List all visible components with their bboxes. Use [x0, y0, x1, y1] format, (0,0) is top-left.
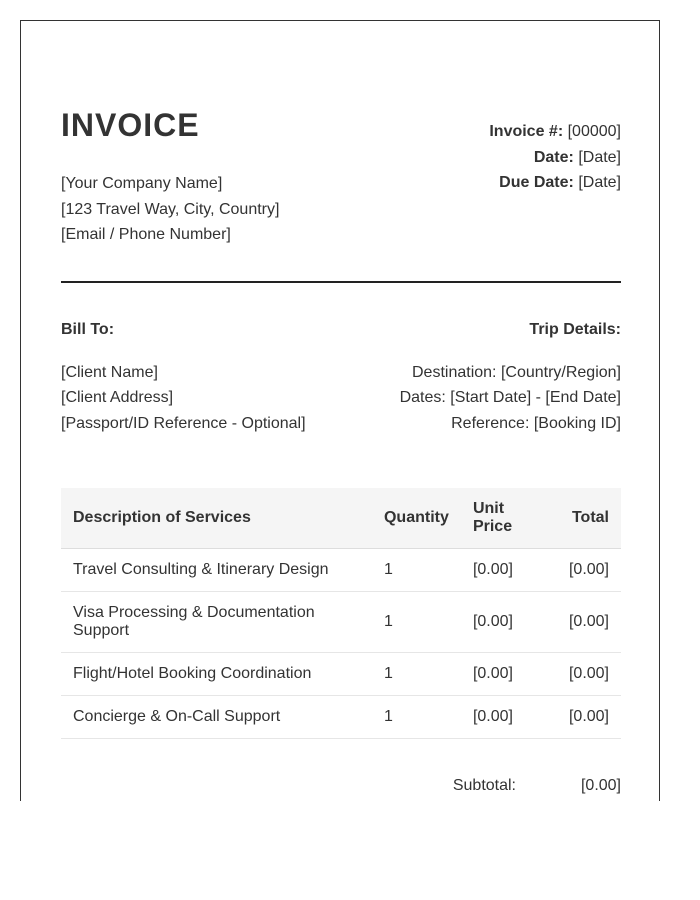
row-quantity: 1: [372, 592, 461, 653]
row-unit-price: [0.00]: [461, 549, 557, 592]
invoice-number-value: [00000]: [567, 123, 621, 140]
row-unit-price: [0.00]: [461, 592, 557, 653]
bill-to-section: [61, 317, 306, 436]
invoice-due-label: Due Date:: [499, 174, 574, 191]
row-quantity: 1: [372, 653, 461, 696]
row-quantity: 1: [372, 549, 461, 592]
services-table: [61, 488, 621, 739]
trip-destination: Destination: [Country/Region]: [412, 363, 621, 381]
invoice-meta: [489, 119, 621, 196]
invoice-page: [20, 20, 660, 801]
header-unit-price: Unit Price: [461, 488, 557, 549]
row-unit-price: [0.00]: [461, 653, 557, 696]
row-total: [0.00]: [557, 592, 621, 653]
invoice-title: INVOICE: [61, 107, 200, 143]
company-info: [61, 171, 279, 248]
bill-to-label: Bill To:: [61, 321, 115, 338]
row-description: Visa Processing & Documentation Support: [61, 592, 372, 653]
header-total: Total: [557, 488, 621, 549]
company-address: [123 Travel Way, City, Country]: [61, 200, 280, 218]
row-description: Flight/Hotel Booking Coordination: [61, 653, 372, 696]
client-passport: [Passport/ID Reference - Optional]: [61, 414, 306, 432]
company-contact: [Email / Phone Number]: [61, 226, 231, 243]
row-total: [0.00]: [557, 653, 621, 696]
trip-details-lines: [400, 360, 621, 437]
row-unit-price: [0.00]: [461, 696, 557, 739]
header-quantity: Quantity: [372, 488, 461, 549]
row-description: Concierge & On-Call Support: [61, 696, 372, 739]
invoice-number-label: Invoice #:: [489, 123, 564, 140]
bill-to-lines: [61, 360, 306, 437]
client-name: [Client Name]: [61, 363, 158, 381]
invoice-date-line: [489, 145, 621, 171]
company-name: [Your Company Name]: [61, 175, 223, 192]
invoice-date-label: Date:: [533, 148, 574, 166]
invoice-date-value: [Date]: [578, 148, 621, 166]
table-row: [61, 653, 621, 696]
row-quantity: 1: [372, 696, 461, 739]
row-total: [0.00]: [557, 696, 621, 739]
table-row: [61, 549, 621, 592]
subtotal-value: [0.00]: [580, 777, 621, 794]
invoice-due-value: [Date]: [578, 174, 621, 191]
trip-details-label: Trip Details:: [529, 321, 621, 338]
table-header-row: [61, 488, 621, 549]
trip-reference: Reference: [Booking ID]: [451, 414, 621, 432]
trip-details-section: [400, 317, 621, 436]
row-description: Travel Consulting & Itinerary Design: [61, 549, 372, 592]
table-row: [61, 592, 621, 653]
client-address: [Client Address]: [61, 389, 174, 406]
table-row: [61, 696, 621, 739]
subtotal-label: Subtotal:: [452, 777, 516, 794]
invoice-due-line: [489, 170, 621, 196]
invoice-number-line: [489, 119, 621, 145]
header-divider: [61, 281, 621, 283]
row-total: [0.00]: [557, 549, 621, 592]
trip-dates: Dates: [Start Date] - [End Date]: [399, 389, 621, 406]
header-description: Description of Services: [61, 488, 372, 549]
